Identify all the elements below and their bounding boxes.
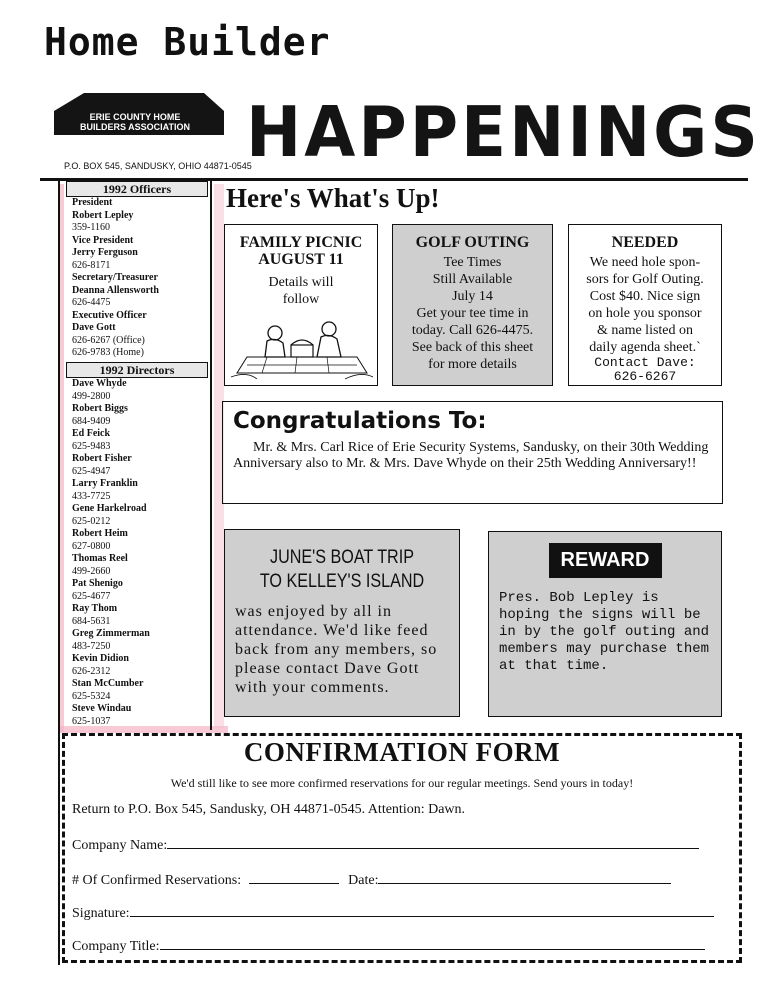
golf-body [393,254,552,373]
officer-role: Secretary/Treasurer [72,272,158,283]
golf-line: today. Call 626-4475. [411,323,534,338]
congratulations-title: Congratulations To: [233,408,487,434]
masthead-main-title: HAPPENINGS [246,92,761,173]
director-name: Steve Windau [72,703,132,714]
officer-name: Robert Lepley [72,209,134,221]
reward-body: Pres. Bob Lepley is hoping the signs will be in by the golf outing and members may purchase them at that time. [499,590,710,674]
needed-line: daily agenda sheet.` [589,340,701,355]
date-line[interactable] [378,871,671,884]
director-phone: 499-2660 [72,565,111,577]
director-phone: 627-0800 [72,540,111,552]
needed-line: We need hole spon- [589,255,701,270]
needed-title: NEEDED [611,234,679,251]
picnic-title: FAMILY PICNIC AUGUST 11 [239,234,363,268]
sidebar-right-rule [210,180,212,730]
needed-line: sors for Golf Outing. [586,272,704,287]
company-name-label: Company Name: [72,838,168,853]
director-phone: 625-1037 [72,715,111,727]
director-phone: 483-7250 [72,640,111,652]
association-name: ERIE COUNTY HOME BUILDERS ASSOCIATION [79,112,190,132]
director-name: Larry Franklin [72,478,138,489]
needed-contact: Contact Dave: 626-6267 [594,355,696,384]
congratulations-body: Mr. & Mrs. Carl Rice of Erie Security Systems, Sandusky, on their 30th Wedding Anniversary also to Mr. & Mrs. Dave Whyde on their 25th Wedding Anniversary!! [233,440,709,471]
company-title-line[interactable] [160,937,705,950]
director-phone: 433-7725 [72,490,111,502]
director-phone: 499-2800 [72,390,111,402]
signature-line[interactable] [130,904,714,917]
needed-line: Cost $40. Nice sign [589,289,701,304]
company-title-field[interactable] [72,937,705,955]
director-name: Pat Shenigo [72,578,123,589]
golf-line: July 14 [452,289,493,304]
form-return-line: Return to P.O. Box 545, Sandusky, OH 44871-0545. Attention: Dawn. [72,802,466,817]
signature-label: Signature: [72,906,130,921]
director-phone: 684-5631 [72,615,111,627]
director-name: Robert Heim [72,528,128,539]
needed-box [568,224,722,386]
director-name: Ray Thom [72,603,118,614]
director-name: Ed Feick [72,428,111,439]
officers-list [72,197,159,360]
needed-body [569,254,721,356]
reservations-field[interactable] [72,871,671,889]
directors-heading: 1992 Directors [66,362,208,378]
officer-phone: 626-4475 [72,297,111,308]
officer-phone: 626-8171 [72,259,111,271]
officer-role: Vice President [72,234,134,246]
needed-line: on hole you sponsor [588,306,702,321]
boat-trip-box [224,529,460,717]
officer-name: Deanna Allensworth [72,284,159,296]
company-name-line[interactable] [167,836,699,849]
officer-role: President [72,197,113,208]
director-name: Gene Harkelroad [72,503,147,514]
director-name: Robert Biggs [72,403,128,414]
section-headline: Here's What's Up! [226,183,440,213]
officers-heading: 1992 Officers [66,181,208,197]
director-phone: 625-9483 [72,440,111,452]
officer-role: Executive Officer [72,309,147,321]
reward-box [488,531,722,717]
golf-line: Still Available [432,272,513,287]
masthead-top-title: Home Builder [44,20,331,64]
director-name: Stan McCumber [72,678,144,689]
reservations-line[interactable] [249,871,339,884]
golf-line: Get your tee time in [416,306,529,321]
form-subtitle: We'd still like to see more confirmed reservations for our regular meetings. Send yours in today! [170,776,634,790]
form-title: CONFIRMATION FORM [243,737,561,767]
golf-line: Tee Times [443,255,502,270]
director-name: Kevin Didion [72,653,129,664]
masthead-address: P.O. BOX 545, SANDUSKY, OHIO 44871-0545 [64,161,252,171]
director-phone: 625-4947 [72,465,111,477]
director-name: Thomas Reel [72,553,128,564]
director-phone: 684-9409 [72,415,111,427]
officer-phone: 359-1160 [72,222,110,233]
date-label: Date: [348,873,379,888]
officer-phone: 626-9783 (Home) [72,347,144,358]
needed-line: & name listed on [596,323,694,338]
reward-badge: REWARD [549,543,662,578]
director-phone: 625-4677 [72,590,111,602]
signature-field[interactable] [72,904,714,922]
company-title-label: Company Title: [72,939,160,954]
picnic-illustration-icon [227,313,377,383]
golf-line: See back of this sheet [411,340,534,355]
director-phone: 626-2312 [72,665,111,677]
director-name: Greg Zimmerman [72,628,150,639]
officer-name: Dave Gott [72,322,116,333]
boat-trip-title: JUNE'S BOAT TRIP TO KELLEY'S ISLAND [259,547,425,592]
director-phone: 625-0212 [72,515,111,527]
directors-list [72,378,150,728]
congratulations-box [222,401,723,504]
director-name: Dave Whyde [72,378,127,389]
family-picnic-box [224,224,378,386]
officer-name: Jerry Ferguson [72,247,138,258]
reservations-label: # Of Confirmed Reservations: [72,873,242,888]
golf-outing-box [392,224,553,386]
boat-trip-body: was enjoyed by all in attendance. We'd like feed back from any members, so please contact Dave Gott with your comments. [235,603,438,696]
director-name: Robert Fisher [72,453,132,464]
company-name-field[interactable] [72,836,699,854]
picnic-body: Details will follow [268,275,334,307]
director-phone: 625-5324 [72,690,111,702]
sidebar-left-rule [58,180,60,965]
officer-phone: 626-6267 (Office) [72,334,145,346]
golf-line: for more details [428,357,517,372]
golf-title: GOLF OUTING [415,234,530,251]
